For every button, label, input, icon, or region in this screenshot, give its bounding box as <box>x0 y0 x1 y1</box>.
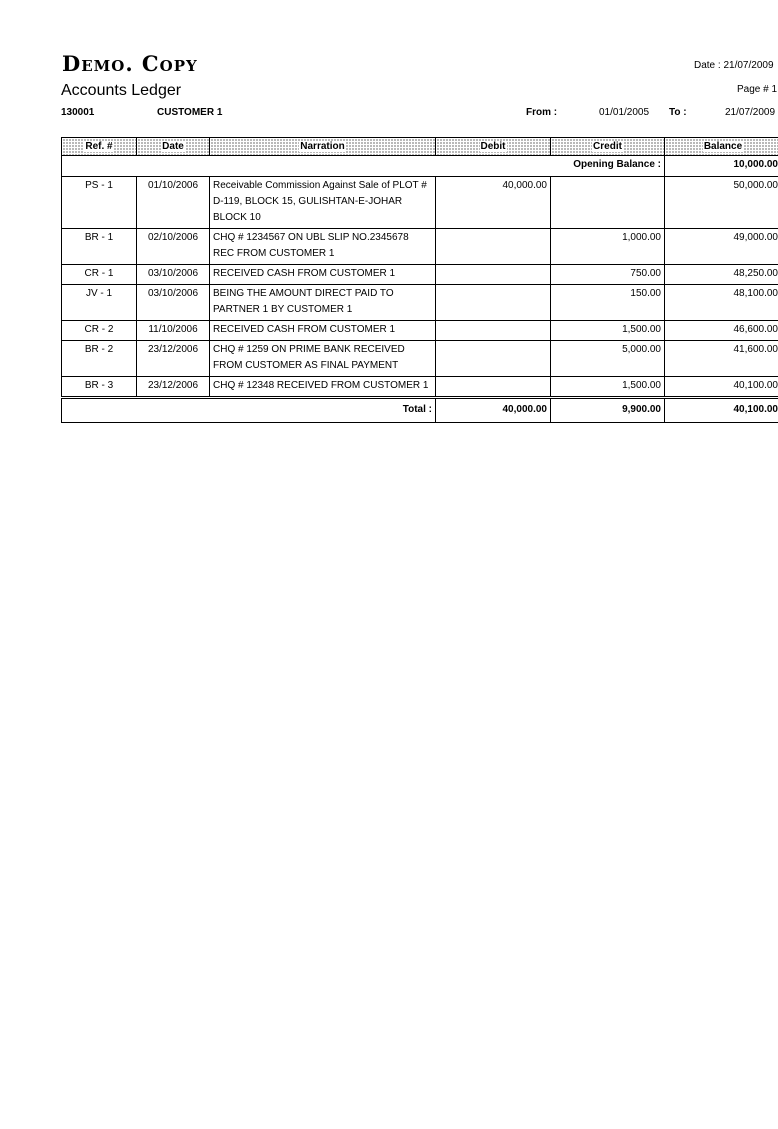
narration-cell: CHQ # 1259 ON PRIME BANK RECEIVED FROM CUSTOMER AS FINAL PAYMENT <box>210 341 436 377</box>
brand-title: Demo. Copy <box>62 51 198 76</box>
report-date: Date : 21/07/2009 <box>694 60 774 71</box>
ref-cell: BR - 2 <box>62 341 137 377</box>
column-header-narration: Narration <box>210 138 436 156</box>
opening-balance-value: 10,000.00 <box>665 156 778 177</box>
credit-cell: 150.00 <box>551 285 665 321</box>
table-row <box>62 265 778 285</box>
debit-cell <box>436 229 551 265</box>
date-cell: 01/10/2006 <box>137 177 210 229</box>
debit-cell <box>436 377 551 397</box>
narration-cell: RECEIVED CASH FROM CUSTOMER 1 <box>210 321 436 341</box>
page-number: Page # 1 <box>737 84 778 95</box>
credit-cell: 750.00 <box>551 265 665 285</box>
column-header-ref: Ref. # <box>62 138 137 156</box>
table-row <box>62 177 778 229</box>
table-header-row <box>62 138 778 156</box>
debit-cell: 40,000.00 <box>436 177 551 229</box>
ref-cell: PS - 1 <box>62 177 137 229</box>
opening-balance-row <box>62 156 778 177</box>
total-row <box>62 399 778 423</box>
column-header-credit: Credit <box>551 138 665 156</box>
to-date: 21/07/2009 <box>725 107 776 118</box>
opening-balance-label: Opening Balance : <box>62 156 665 177</box>
column-header-date: Date <box>137 138 210 156</box>
balance-cell: 48,100.00 <box>665 285 778 321</box>
ref-cell: CR - 1 <box>62 265 137 285</box>
total-label: Total : <box>62 399 436 423</box>
from-date: 01/01/2005 <box>599 107 650 118</box>
narration-cell: CHQ # 1234567 ON UBL SLIP NO.2345678 REC FROM CUSTOMER 1 <box>210 229 436 265</box>
column-header-balance: Balance <box>665 138 778 156</box>
ref-cell: BR - 3 <box>62 377 137 397</box>
total-debit: 40,000.00 <box>436 399 551 423</box>
date-cell: 03/10/2006 <box>137 265 210 285</box>
ledger-table <box>61 137 778 423</box>
balance-cell: 40,100.00 <box>665 377 778 397</box>
date-cell: 11/10/2006 <box>137 321 210 341</box>
credit-cell: 1,500.00 <box>551 377 665 397</box>
table-row <box>62 377 778 397</box>
balance-cell: 46,600.00 <box>665 321 778 341</box>
debit-cell <box>436 321 551 341</box>
debit-cell <box>436 341 551 377</box>
date-cell: 03/10/2006 <box>137 285 210 321</box>
table-row <box>62 285 778 321</box>
credit-cell <box>551 177 665 229</box>
ref-cell: CR - 2 <box>62 321 137 341</box>
table-row <box>62 321 778 341</box>
table-row <box>62 229 778 265</box>
table-row <box>62 341 778 377</box>
ref-cell: BR - 1 <box>62 229 137 265</box>
to-label: To : <box>669 107 687 118</box>
total-credit: 9,900.00 <box>551 399 665 423</box>
report-title: Accounts Ledger <box>61 82 182 99</box>
date-cell: 23/12/2006 <box>137 341 210 377</box>
credit-cell: 1,000.00 <box>551 229 665 265</box>
date-cell: 23/12/2006 <box>137 377 210 397</box>
account-code: 130001 <box>61 107 95 118</box>
debit-cell <box>436 285 551 321</box>
account-name: CUSTOMER 1 <box>157 107 223 118</box>
debit-cell <box>436 265 551 285</box>
narration-cell: Receivable Commission Against Sale of PLOT # D-119, BLOCK 15, GULISHTAN-E-JOHAR BLOCK 10 <box>210 177 436 229</box>
narration-cell: CHQ # 12348 RECEIVED FROM CUSTOMER 1 <box>210 377 436 397</box>
balance-cell: 41,600.00 <box>665 341 778 377</box>
balance-cell: 50,000.00 <box>665 177 778 229</box>
credit-cell: 5,000.00 <box>551 341 665 377</box>
date-cell: 02/10/2006 <box>137 229 210 265</box>
balance-cell: 49,000.00 <box>665 229 778 265</box>
narration-cell: BEING THE AMOUNT DIRECT PAID TO PARTNER 1 BY CUSTOMER 1 <box>210 285 436 321</box>
column-header-debit: Debit <box>436 138 551 156</box>
ref-cell: JV - 1 <box>62 285 137 321</box>
credit-cell: 1,500.00 <box>551 321 665 341</box>
from-label: From : <box>526 107 558 118</box>
narration-cell: RECEIVED CASH FROM CUSTOMER 1 <box>210 265 436 285</box>
balance-cell: 48,250.00 <box>665 265 778 285</box>
total-balance: 40,100.00 <box>665 399 778 423</box>
